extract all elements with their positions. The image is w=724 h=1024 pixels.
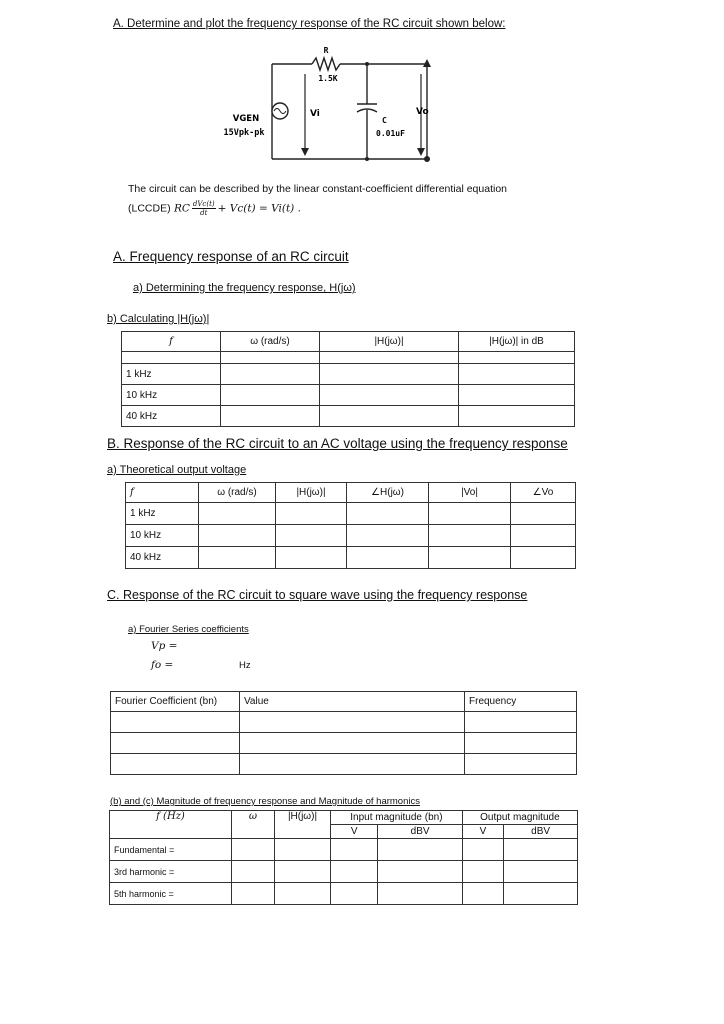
vp-label: Vp = bbox=[151, 640, 178, 652]
table-fourier-coefficients bbox=[110, 691, 577, 775]
vgen-label: VGEN bbox=[232, 114, 260, 124]
hz-unit: Hz bbox=[239, 660, 251, 671]
table-row bbox=[111, 754, 577, 775]
resistor-label: R bbox=[323, 46, 329, 55]
row-label: 40 kHz bbox=[122, 406, 221, 427]
capacitor-value: 0.01uF bbox=[376, 129, 405, 138]
circuit-description: The circuit can be described by the linear constant-coefficient differential equation bbox=[128, 183, 508, 195]
vgen-value: 15Vpk-pk bbox=[223, 128, 265, 138]
section-c-sub-a-text: a) Fourier Series coefficients bbox=[128, 624, 249, 635]
table-header: f (Hz) bbox=[110, 811, 232, 839]
lccde-equation bbox=[128, 200, 301, 217]
vo-label: Vo bbox=[416, 107, 429, 117]
problem-title: A. Determine and plot the frequency response of the RC circuit shown below: bbox=[113, 18, 506, 30]
table-row bbox=[122, 385, 575, 406]
table-header: ω bbox=[232, 811, 275, 839]
section-b-heading-text: B. Response of the RC circuit to an AC voltage using the frequency response bbox=[107, 436, 568, 451]
table-row bbox=[122, 364, 575, 385]
table-header: Output magnitude bbox=[462, 811, 577, 825]
table-row bbox=[126, 503, 576, 525]
table-header: ∠H(jω) bbox=[347, 483, 429, 503]
equation-numerator: dVc(t) bbox=[192, 200, 215, 208]
table-header: ω (rad/s) bbox=[221, 332, 320, 352]
table-header: |H(jω)| in dB bbox=[459, 332, 575, 352]
row-label: 1 kHz bbox=[126, 503, 199, 525]
section-a-sub-a: a) Determining the frequency response, H(jω) bbox=[133, 282, 356, 294]
table-header: Input magnitude (bn) bbox=[331, 811, 463, 825]
table-header: f bbox=[126, 483, 199, 503]
row-label: 40 kHz bbox=[126, 547, 199, 569]
table-header: |H(jω)| bbox=[275, 811, 331, 839]
table-row bbox=[111, 712, 577, 733]
equation-prefix: (LCCDE) bbox=[128, 202, 171, 215]
section-c-heading-text: C. Response of the RC circuit to square wave using the frequency response bbox=[107, 588, 528, 602]
equation-rc: RC bbox=[173, 202, 190, 215]
table-row bbox=[111, 733, 577, 754]
table-header: Fourier Coefficient (bn) bbox=[111, 692, 240, 712]
table-row bbox=[122, 406, 575, 427]
table-row bbox=[126, 547, 576, 569]
fo-label: fo = bbox=[151, 659, 174, 671]
table-subheader: dBV bbox=[378, 825, 462, 839]
section-a-heading bbox=[113, 249, 349, 264]
table-header: |H(jω)| bbox=[276, 483, 347, 503]
table-row bbox=[110, 839, 578, 861]
section-c-heading bbox=[107, 588, 527, 602]
section-b-heading bbox=[107, 436, 568, 451]
table-row bbox=[126, 525, 576, 547]
table-header: ∠Vo bbox=[511, 483, 576, 503]
table-harmonics bbox=[109, 810, 578, 905]
table-header: |H(jω)| bbox=[320, 332, 459, 352]
table-subheader: dBV bbox=[504, 825, 578, 839]
resistor-symbol bbox=[312, 58, 340, 70]
equation-fraction bbox=[192, 200, 216, 217]
row-label: 5th harmonic = bbox=[110, 883, 232, 905]
table-header: f bbox=[122, 332, 221, 352]
equation-denominator: dt bbox=[200, 209, 208, 217]
row-label: 10 kHz bbox=[126, 525, 199, 547]
section-b-sub-a: a) Theoretical output voltage bbox=[107, 464, 247, 476]
table-subheader: V bbox=[331, 825, 378, 839]
row-label: 1 kHz bbox=[122, 364, 221, 385]
section-c-sub-a bbox=[128, 624, 249, 635]
table-header: ω (rad/s) bbox=[199, 483, 276, 503]
table-header: Value bbox=[240, 692, 465, 712]
equation-rest: + Vc(t) = Vi(t) . bbox=[217, 202, 301, 215]
table-row bbox=[110, 883, 578, 905]
table-subheader: V bbox=[462, 825, 503, 839]
section-a-heading-text: A. Frequency response of an RC circuit bbox=[113, 249, 349, 264]
table-header: Frequency bbox=[465, 692, 577, 712]
rc-circuit-diagram bbox=[210, 44, 450, 176]
section-c-sub-bc: (b) and (c) Magnitude of frequency response and Magnitude of harmonics bbox=[110, 796, 420, 807]
table-row bbox=[110, 861, 578, 883]
vi-label: Vi bbox=[310, 109, 320, 119]
capacitor-label: C bbox=[382, 116, 387, 125]
row-label: Fundamental = bbox=[110, 839, 232, 861]
section-a-sub-b: b) Calculating |H(jω)| bbox=[107, 313, 210, 325]
table-header: |Vo| bbox=[429, 483, 511, 503]
row-label: 3rd harmonic = bbox=[110, 861, 232, 883]
row-label: 10 kHz bbox=[122, 385, 221, 406]
table-magnitude bbox=[121, 331, 575, 427]
resistor-value: 1.5K bbox=[318, 74, 338, 83]
table-ac-response bbox=[125, 482, 576, 569]
